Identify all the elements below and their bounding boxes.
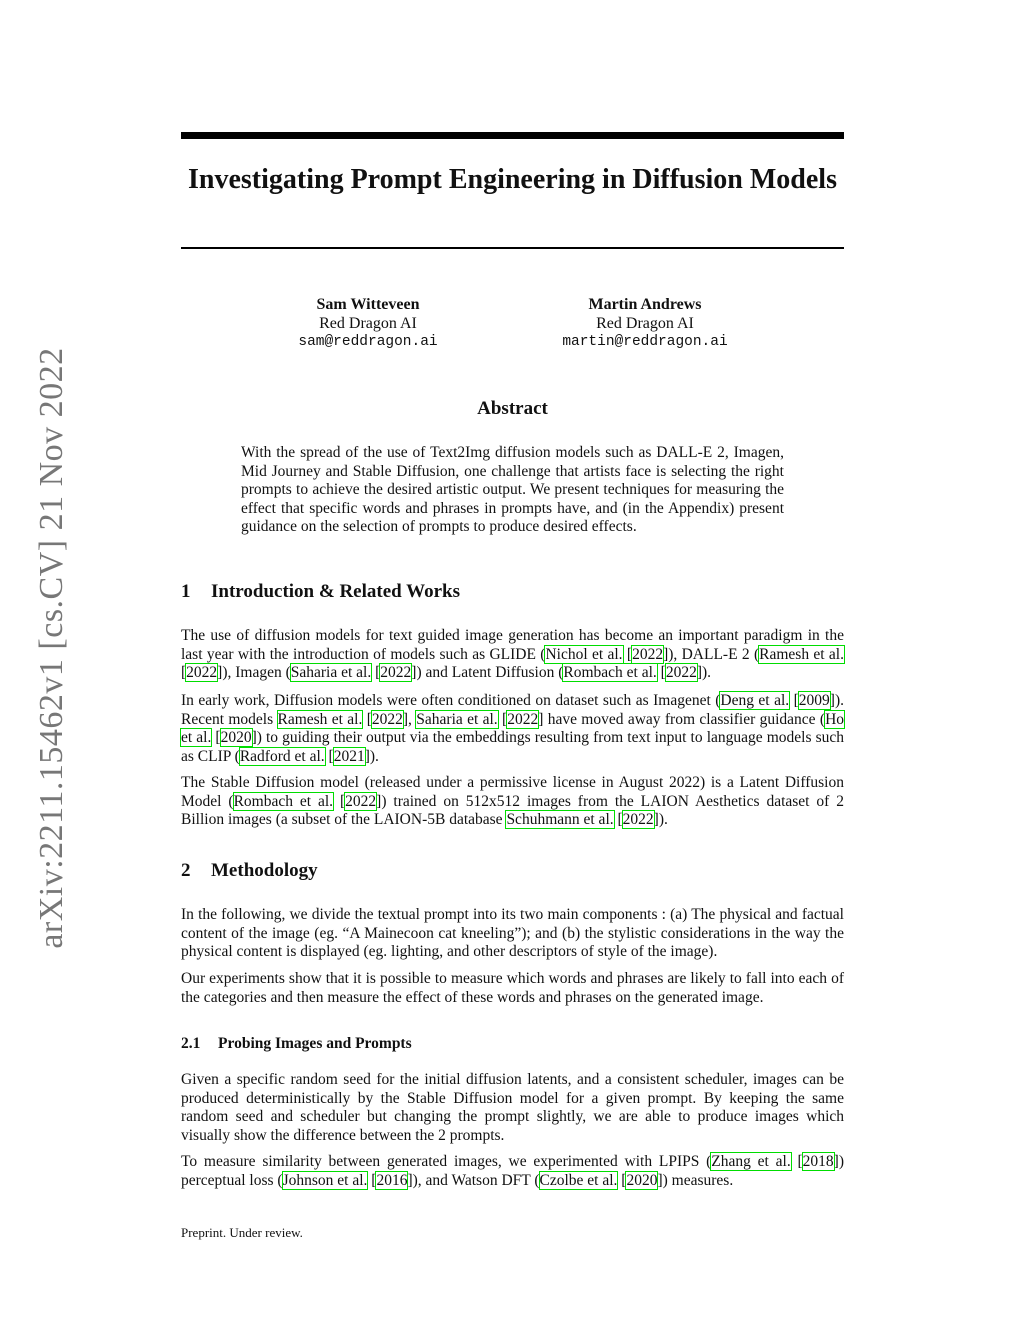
author-affiliation: Red Dragon AI	[596, 314, 694, 332]
title-bottom-rule	[181, 247, 844, 249]
citation-link[interactable]: Saharia et al.	[416, 710, 498, 728]
intro-paragraph-1: The use of diffusion models for text guided image generation has become an important paradigm in the last year with the introduction of models such as GLIDE (Nichol et al. [2022]), DALL-E 2 (Ramesh et al. [2022]), Imagen (Saharia et al. [2022]) and Latent Diffusion (Rombach et al. [2022]).	[181, 627, 844, 681]
author-block	[238, 296, 498, 352]
author-affiliation: Red Dragon AI	[319, 314, 417, 332]
method-paragraph-1: In the following, we divide the textual prompt into its two main components : (a) The physical and factual content of the image (eg. “A Mainecoon cat kneeling”); and (b) the stylistic considerations in the way the physical content is displayed (eg. lighting, and other descriptors of style of the image).	[181, 906, 844, 960]
citation-link[interactable]: 2022	[345, 792, 377, 810]
intro-paragraph-3: The Stable Diffusion model (released under a permissive license in August 2022) is a Latent Diffusion Model (Rombach et al. [2022]) trained on 512x512 images from the LAION Aesthetics dataset of 2 Billion images (a subset of the LAION-5B database Schuhmann et al. [2022]).	[181, 774, 844, 828]
section-number: 1	[181, 581, 191, 602]
section-number: 2	[181, 860, 191, 881]
method-paragraph-2: Our experiments show that it is possible to measure which words and phrases are likely to fall into each of the categories and then measure the effect of these words and phrases on the generated image.	[181, 970, 844, 1006]
citation-link[interactable]: 2016	[376, 1171, 408, 1189]
section-title: Introduction & Related Works	[211, 581, 460, 602]
section-heading-introduction	[181, 581, 460, 603]
citation-link[interactable]: 2009	[798, 692, 830, 709]
probing-paragraph-2: To measure similarity between generated images, we experimented with LPIPS (Zhang et al. [2018]) perceptual loss (Johnson et al. [2016]), and Watson DFT (Czolbe et al. [2020]) measures.	[181, 1153, 844, 1189]
citation-link[interactable]: 2022	[380, 664, 412, 681]
citation-link[interactable]: Deng et al.	[720, 692, 790, 709]
author-email[interactable]: sam@reddragon.ai	[298, 334, 438, 350]
abstract-text: With the spread of the use of Text2Img diffusion models such as DALL-E 2, Imagen, Mid Journey and Stable Diffusion, one challenge that artists face is selecting the right prompts to achieve the desired artistic output. We present techniques for measuring the effect that specific words and phrases in prompts have, and (in the Appendix) present guidance on the selection of prompts to produce desired effects.	[241, 444, 784, 535]
probing-paragraph-1: Given a specific random seed for the initial diffusion latents, and a consistent scheduler, images can be produced deterministically by the Stable Diffusion model for a given prompt. By keeping the same random seed and scheduler but changing the prompt slightly, we are able to produce images which visually show the difference between the 2 prompts.	[181, 1071, 844, 1144]
title-top-rule	[181, 132, 844, 139]
subsection-number: 2.1	[181, 1035, 201, 1052]
citation-link[interactable]: Ho et al.	[181, 710, 845, 746]
citation-link[interactable]: Radford et al.	[239, 747, 325, 765]
subsection-heading-probing	[181, 1035, 412, 1053]
citation-link[interactable]: Rombach et al.	[563, 664, 657, 681]
citation-link[interactable]: Schuhmann et al.	[506, 811, 614, 828]
arxiv-identifier-stamp: arXiv:2211.15462v1 [cs.CV] 21 Nov 2022	[33, 347, 70, 949]
citation-link[interactable]: Ramesh et al.	[759, 645, 844, 663]
author-name: Martin Andrews	[588, 296, 702, 313]
intro-paragraph-2: In early work, Diffusion models were often conditioned on dataset such as Imagenet (Deng et al. [2009]). Recent models Ramesh et al. [2022], Saharia et al. [2022] have moved away from classifier guidance (Ho et al. [2020]) to guiding their output via the embeddings resulting from text input to language models such as CLIP (Radford et al. [2021]).	[181, 692, 845, 765]
citation-link[interactable]: Czolbe et al.	[539, 1171, 618, 1189]
citation-link[interactable]: 2022	[632, 645, 664, 663]
section-heading-methodology	[181, 860, 318, 882]
footer-note: Preprint. Under review.	[181, 1225, 303, 1240]
citation-link[interactable]: Zhang et al.	[711, 1153, 791, 1170]
citation-link[interactable]: Rombach et al.	[233, 792, 334, 810]
citation-link[interactable]: Nichol et al.	[545, 645, 623, 663]
author-block	[515, 296, 775, 352]
citation-link[interactable]: 2022	[186, 664, 218, 681]
citation-link[interactable]: 2022	[665, 664, 697, 681]
citation-link[interactable]: Saharia et al.	[290, 664, 372, 681]
citation-link[interactable]: 2022	[371, 710, 403, 728]
citation-link[interactable]: 2020	[220, 729, 252, 746]
citation-link[interactable]: 2018	[802, 1153, 834, 1170]
author-name: Sam Witteveen	[316, 296, 420, 313]
author-email[interactable]: martin@reddragon.ai	[562, 334, 728, 350]
citation-link[interactable]: 2022	[622, 811, 654, 828]
subsection-title: Probing Images and Prompts	[218, 1035, 412, 1052]
citation-link[interactable]: 2022	[507, 710, 539, 728]
citation-link[interactable]: 2020	[626, 1171, 658, 1189]
citation-link[interactable]: Ramesh et al.	[277, 710, 363, 728]
citation-link[interactable]: 2021	[333, 747, 365, 765]
abstract-heading: Abstract	[477, 398, 548, 419]
section-title: Methodology	[211, 860, 318, 881]
paper-title: Investigating Prompt Engineering in Diffusion Models	[188, 164, 837, 195]
citation-link[interactable]: Johnson et al.	[282, 1171, 368, 1189]
